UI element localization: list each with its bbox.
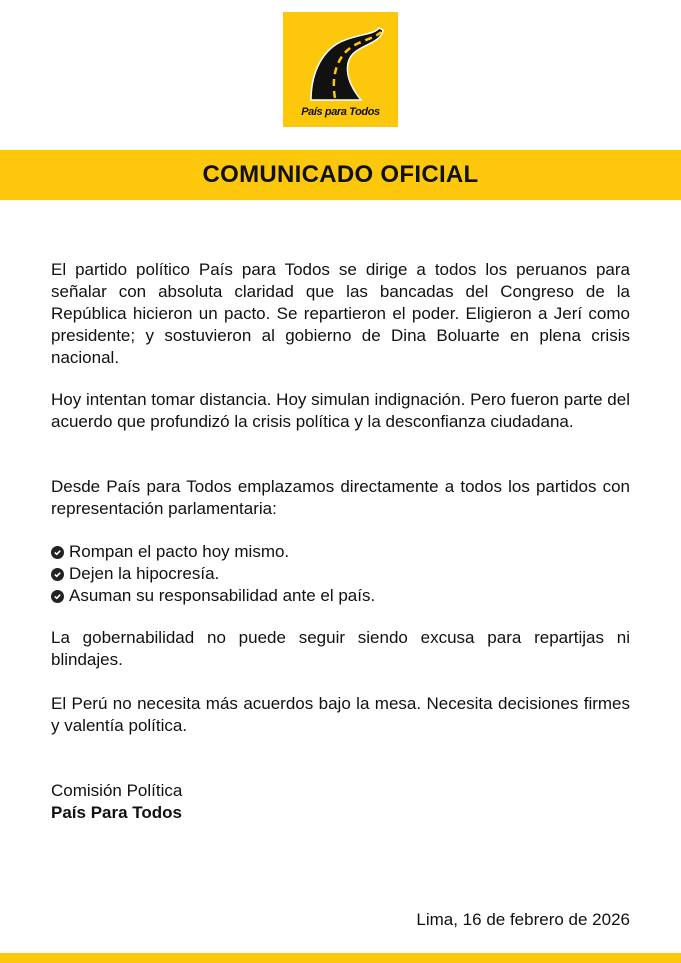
demands-list <box>51 541 375 607</box>
footer-band <box>0 953 681 963</box>
header-band <box>0 150 681 200</box>
signature-committee: Comisión Política <box>51 781 183 800</box>
list-item <box>51 585 375 607</box>
paragraph-4: La gobernabilidad no puede seguir siendo excusa para repartijas ni blindajes. <box>51 628 630 669</box>
list-item <box>51 541 375 563</box>
signature-party: País Para Todos <box>51 803 183 822</box>
list-item-text: Rompan el pacto hoy mismo. <box>69 542 290 561</box>
party-logo <box>283 12 398 127</box>
paragraph-5: El Perú no necesita más acuerdos bajo la mesa. Necesita decisiones firmes y valentía política. <box>51 694 630 735</box>
paragraph-1: El partido político País para Todos se dirige a todos los peruanos para señalar con absoluta claridad que las bancadas del Congreso de la República hicieron un pacto. Se repartieron el poder. Eligieron a Jerí como presidente; y sostuvieron al gobierno de Dina Boluarte en plena crisis nacional. <box>51 260 630 367</box>
date-line: Lima, 16 de febrero de 2026 <box>416 910 630 929</box>
check-circle-icon <box>51 546 64 559</box>
page-title: COMUNICADO OFICIAL <box>202 161 479 188</box>
paragraph-3: Desde País para Todos emplazamos directamente a todos los partidos con representación parlamentaria: <box>51 477 630 518</box>
list-item <box>51 563 375 585</box>
check-circle-icon <box>51 568 64 581</box>
paragraph-2: Hoy intentan tomar distancia. Hoy simulan indignación. Pero fueron parte del acuerdo que profundizó la crisis política y la desconfianza ciudadana. <box>51 390 630 431</box>
list-item-text: Asuman su responsabilidad ante el país. <box>69 586 376 605</box>
signature <box>51 780 182 824</box>
check-circle-icon <box>51 590 64 603</box>
list-item-text: Dejen la hipocresía. <box>69 564 220 583</box>
logo-text: País para Todos <box>301 106 380 118</box>
